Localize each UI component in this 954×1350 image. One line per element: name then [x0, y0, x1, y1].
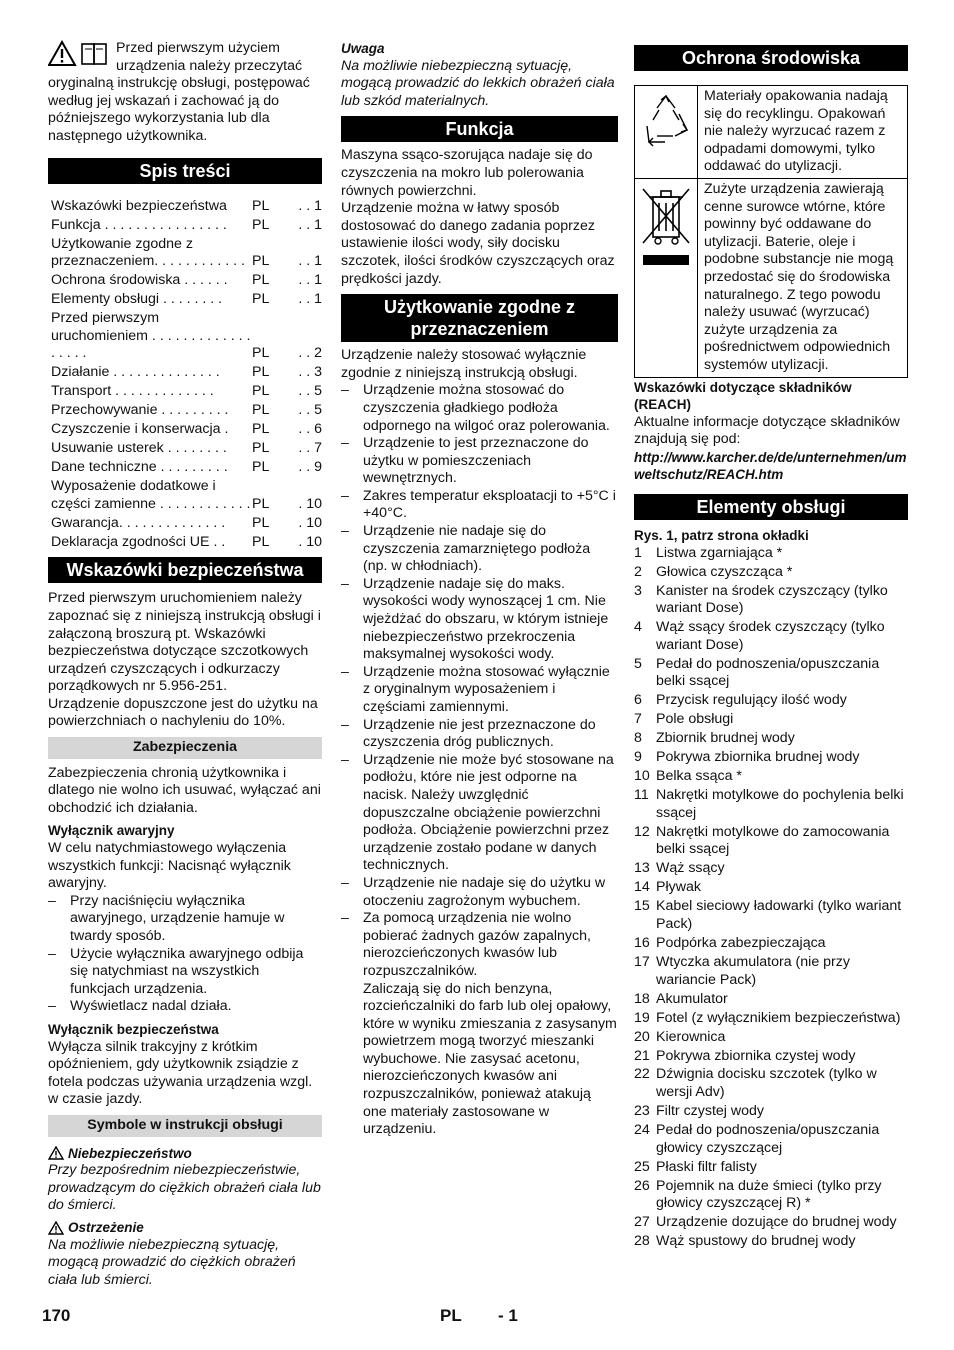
control-item-number: 5 [634, 655, 642, 672]
environment-row-recycling [635, 86, 908, 179]
intended-use-item-text: Urządzenie można stosować do czyszczenia gładkiego podłoża odpornego na wilgoć oraz polerowania. [363, 382, 610, 434]
control-item-number: 14 [634, 879, 650, 896]
dash-bullet: – [341, 382, 349, 399]
control-item [634, 824, 908, 859]
warning-manual-icon [48, 40, 112, 68]
control-item-number: 3 [634, 582, 642, 599]
toc-entry[interactable] [48, 236, 322, 271]
protection-text: Zabezpieczenia chronią użytkownika i dlatego nie wolno ich usuwać, wyłączać ani obchodzić ich działania. [48, 764, 321, 816]
emergency-stop-list [48, 893, 322, 1016]
toc-entry-page: . . 3 [298, 364, 322, 381]
control-item [634, 860, 908, 878]
caution-label: Uwaga [341, 41, 385, 56]
warning-triangle-icon [48, 1146, 64, 1160]
intro-block [48, 40, 322, 146]
intended-use-item [341, 488, 618, 523]
control-item-label: Pokrywa zbiornika brudnej wody [656, 749, 860, 766]
environment-table [634, 85, 908, 378]
control-item-number: 16 [634, 934, 650, 951]
column-middle [341, 40, 618, 1139]
control-item-label: Wąż ssący środek czyszczący (tylko wariant Dose) [656, 619, 885, 653]
control-item [634, 1159, 908, 1177]
control-item-number: 25 [634, 1158, 650, 1175]
control-item-label: Pływak [656, 879, 701, 896]
control-item-label: Wtyczka akumulatora (nie przy wariancie Pack) [656, 953, 850, 988]
toc-entry[interactable] [48, 310, 322, 363]
control-item-label: Nakrętki motylkowe do zamocowania belki ssącej [656, 823, 890, 858]
control-item-label: Fotel (z wyłącznikiem bezpieczeństwa) [656, 1009, 901, 1026]
toc-entry-page: . . 2 [298, 345, 322, 362]
emergency-stop-item-text: Wyświetlacz nadal działa. [70, 998, 232, 1015]
intended-use-list [341, 382, 618, 980]
table-of-contents [48, 198, 322, 552]
toc-entry-language: PL [252, 514, 270, 531]
control-item-number: 2 [634, 563, 642, 580]
function-heading: Funkcja [341, 116, 618, 142]
symbols-heading: Symbole w instrukcji obsługi [48, 1115, 322, 1137]
emergency-stop-heading: Wyłącznik awaryjny [48, 823, 175, 839]
control-item-number: 17 [634, 953, 650, 970]
intended-use-item [341, 875, 618, 910]
intended-use-item [341, 752, 618, 875]
toc-entry-language: PL [252, 345, 270, 362]
column-left [48, 40, 322, 1289]
intended-use-item [341, 435, 618, 488]
control-item [634, 1178, 908, 1213]
intended-use-extra: Zaliczają się do nich benzyna, rozcieńczalniki do farb lub olej opałowy, które w wyniku zmieszania z zasysanym powietrzem mogą tworzyć mieszanki wybuchowe. Nie zasysać acetonu, nierozcieńczonych kwasów ani rozpuszczalników, ponieważ atakują one materiały zastosowane w urządzeniu. [363, 980, 617, 1138]
toc-entry-language: PL [252, 383, 270, 400]
dash-bullet: – [48, 998, 56, 1015]
toc-entry[interactable] [48, 272, 322, 290]
intended-use-item [341, 910, 618, 980]
toc-entry-language: PL [252, 459, 270, 476]
warning-text: Na możliwie niebezpieczną sytuację, mogącą prowadzić do ciężkich obrażeń ciała lub śmierci. [48, 1236, 296, 1288]
control-item-label: Belka ssąca * [656, 768, 742, 785]
control-item-label: Kanister na środek czyszczący (tylko wariant Dose) [656, 582, 888, 617]
control-item-number: 27 [634, 1214, 650, 1231]
dash-bullet: – [341, 716, 349, 733]
intended-use-item-text: Urządzenie nie nadaje się do czyszczenia zamarzniętego podłoża (np. w chłodniach). [363, 523, 591, 575]
reach-heading: Wskazówki dotyczące składników (REACH) [634, 379, 852, 413]
toc-entry[interactable] [48, 364, 322, 382]
intro-text: Przed pierwszym użyciem urządzenia należy przeczytać oryginalną instrukcję obsługi, postępować według jej wskazań i zachować ją do późniejszego wykorzystania lub dla następnego użytkownika. [48, 40, 310, 144]
control-item [634, 898, 908, 933]
control-item [634, 879, 908, 897]
intended-use-item [341, 717, 618, 752]
control-item-label: Urządzenie dozujące do brudnej wody [656, 1214, 897, 1231]
control-item [634, 619, 908, 654]
seat-switch-heading: Wyłącznik bezpieczeństwa [48, 1021, 219, 1037]
toc-entry-language: PL [252, 253, 270, 270]
toc-entry-title: Transport . . . . . . . . . . . . . [51, 383, 214, 400]
intended-use-item-text: Urządzenie nadaje się do maks. wysokości wody wynoszącej 1 cm. Nie wjeżdżać do obszaru, w którym istnieje niebezpieczeństwo przekroczenia maksymalnej wysokości wody. [363, 575, 609, 663]
controls-list [634, 545, 908, 1251]
dash-bullet: – [341, 751, 349, 768]
crossed-bin-icon-cell [635, 178, 698, 377]
dash-bullet: – [341, 487, 349, 504]
toc-entry-page: . 10 [298, 495, 322, 512]
control-item [634, 564, 908, 582]
protection-heading: Zabezpieczenia [48, 737, 322, 759]
toc-entry-title: Działanie . . . . . . . . . . . . . . [51, 364, 220, 381]
control-item-number: 9 [634, 749, 642, 766]
function-paragraph-2: Urządzenie można w łatwy sposób dostosować do danego zadania poprzez ustawienie ilości wody, siły docisku szczotek, ilości środków czyszczących oraz prędkości jazdy. [341, 200, 615, 287]
environment-heading: Ochrona środowiska [634, 45, 908, 71]
emergency-stop-item-text: Przy naciśnięciu wyłącznika awaryjnego, urządzenie hamuje w twardy sposób. [70, 892, 285, 944]
controls-figure-reference: Rys. 1, patrz strona okładki [634, 528, 809, 544]
intended-use-item-text: Zakres temperatur eksploatacji to +5°C i +40°C. [363, 487, 616, 522]
toc-entry[interactable] [48, 402, 322, 420]
toc-entry[interactable] [48, 198, 322, 216]
control-item [634, 749, 908, 767]
intended-use-item [341, 664, 618, 717]
toc-entry-page: . 10 [298, 514, 322, 531]
toc-entry-page: . . 1 [298, 272, 322, 289]
control-item-label: Wąż ssący [656, 860, 725, 877]
control-item [634, 583, 908, 618]
toc-entry-title: Usuwanie usterek . . . . . . . . [51, 440, 227, 457]
toc-entry-language: PL [252, 272, 270, 289]
control-item-number: 28 [634, 1233, 650, 1250]
control-item-label: Kierownica [656, 1028, 726, 1045]
intended-use-item [341, 523, 618, 576]
crossed-bin-icon [639, 183, 693, 269]
toc-entry-title: Czyszczenie i konserwacja . [51, 421, 229, 438]
control-item-number: 11 [634, 787, 649, 804]
control-item-label: Pedał do podnoszenia/opuszczania głowicy czyszczącej [656, 1122, 880, 1156]
warning-label-row [48, 1219, 322, 1237]
control-item [634, 711, 908, 729]
environment-text-disposal: Zużyte urządzenia zawierają cenne surowce wtórne, które powinny być oddawane do utylizacji. Baterie, oleje i podobne substancje nie mogą przedostać się do środowiska naturalnego. Z tego powodu należy usuwać (wyrzucać) zużyte urządzenia za pośrednictwem odpowiednich systemów utylizacji. [698, 178, 908, 377]
toc-entry-page: . . 1 [298, 197, 322, 214]
control-item-label: Pokrywa zbiornika czystej wody [656, 1047, 856, 1064]
toc-entry-title: Wskazówki bezpieczeństwa [51, 197, 227, 214]
emergency-stop-item-text: Użycie wyłącznika awaryjnego odbija się natychmiast na wszystkich funkcjach urządzenia. [70, 945, 304, 997]
reach-link[interactable]: http://www.karcher.de/de/unternehmen/umweltschutz/REACH.htm [634, 449, 907, 483]
control-item [634, 954, 908, 989]
footer-language: PL [440, 1306, 462, 1325]
control-item-label: Dźwignia docisku szczotek (tylko w wersji Adv) [656, 1066, 877, 1101]
toc-entry[interactable] [48, 534, 322, 552]
toc-entry-page: . . 1 [298, 216, 322, 233]
toc-entry-page: . . 1 [298, 253, 322, 270]
control-item-label: Pole obsługi [656, 711, 734, 728]
toc-entry-title: Dane techniczne . . . . . . . . . [51, 459, 228, 476]
control-item-label: Zbiornik brudnej wody [656, 730, 795, 747]
intended-use-item-text: Urządzenie nie nadaje się do użytku w otoczeniu zagrożonym wybuchem. [363, 874, 606, 909]
toc-entry-language: PL [252, 291, 270, 308]
intended-use-item [341, 576, 618, 664]
toc-entry-title: Wyposażenie dodatkowe i części zamienne . . . . . . . . . . . . [51, 478, 251, 512]
intended-use-item-text: Urządzenie nie jest przeznaczone do czyszczenia dróg publicznych. [363, 716, 596, 751]
control-item [634, 787, 908, 822]
control-item-label: Akumulator [656, 990, 728, 1007]
toc-entry-page: . . 5 [298, 402, 322, 419]
control-item-number: 18 [634, 990, 650, 1007]
toc-entry-page: . 10 [298, 533, 322, 550]
toc-entry-language: PL [252, 402, 270, 419]
control-item [634, 1029, 908, 1047]
control-item [634, 1122, 908, 1157]
dash-bullet: – [341, 575, 349, 592]
recycle-icon-cell [635, 86, 698, 179]
control-item-number: 22 [634, 1066, 650, 1083]
toc-entry[interactable] [48, 459, 322, 477]
control-item-label: Przycisk regulujący ilość wody [656, 692, 847, 709]
toc-entry[interactable] [48, 515, 322, 533]
toc-entry[interactable] [48, 440, 322, 458]
dash-bullet: – [341, 663, 349, 680]
toc-entry-language: PL [252, 495, 270, 512]
control-item-label: Płaski filtr falisty [656, 1158, 757, 1175]
dash-bullet: – [341, 910, 349, 927]
control-item [634, 991, 908, 1009]
toc-entry-page: . . 9 [298, 459, 322, 476]
dash-bullet: – [341, 874, 349, 891]
toc-entry-page: . . 7 [298, 440, 322, 457]
dash-bullet: – [48, 892, 56, 909]
control-item-number: 24 [634, 1122, 650, 1139]
control-item-number: 12 [634, 823, 650, 840]
toc-entry-language: PL [252, 364, 270, 381]
control-item [634, 656, 908, 691]
controls-heading: Elementy obsługi [634, 494, 908, 520]
control-item [634, 1010, 908, 1028]
toc-entry-page: . . 6 [298, 421, 322, 438]
control-item [634, 545, 908, 563]
dash-bullet: – [48, 945, 56, 962]
emergency-stop-item [48, 998, 322, 1016]
control-item-label: Wąż spustowy do brudnej wody [656, 1233, 856, 1250]
control-item-number: 20 [634, 1028, 650, 1045]
control-item-label: Listwa zgarniająca * [656, 544, 783, 561]
toc-entry-language: PL [252, 216, 270, 233]
control-item-label: Głowica czyszcząca * [656, 563, 793, 580]
toc-entry[interactable] [48, 478, 322, 513]
control-item-label: Nakrętki motylkowe do pochylenia belki ssącej [656, 787, 904, 821]
seat-switch-text: Wyłącza silnik trakcyjny z krótkim opóźnieniem, gdy użytkownik zsiądzie z fotela podczas używania urządzenia wzgl. w czasie jazdy. [48, 1038, 313, 1108]
dash-bullet: – [341, 435, 349, 452]
control-item-number: 21 [634, 1047, 650, 1064]
toc-entry-title: Funkcja . . . . . . . . . . . . . . . . [51, 216, 227, 233]
control-item-number: 6 [634, 692, 642, 709]
toc-entry-page: . . 5 [298, 383, 322, 400]
control-item-number: 4 [634, 619, 642, 636]
toc-entry-title: Użytkowanie zgodne z przeznaczeniem. . . . . . . . . . . . [51, 235, 245, 270]
toc-entry-title: Ochrona środowiska . . . . . . [51, 272, 228, 289]
recycle-icon [639, 90, 693, 154]
control-item-label: Filtr czystej wody [656, 1103, 764, 1120]
intro-icons [48, 40, 114, 70]
toc-entry-title: Gwarancja. . . . . . . . . . . . . . [51, 514, 226, 531]
toc-entry[interactable] [48, 291, 322, 309]
control-item-number: 10 [634, 768, 650, 785]
toc-entry-title: Przechowywanie . . . . . . . . . [51, 402, 229, 419]
toc-entry[interactable] [48, 383, 322, 401]
control-item [634, 1233, 908, 1251]
control-item-number: 15 [634, 898, 650, 915]
danger-label: Niebezpieczeństwo [68, 1145, 192, 1161]
caution-text: Na możliwie niebezpieczną sytuację, mogącą prowadzić do lekkich obrażeń ciała lub szkód materialnych. [341, 57, 615, 109]
toc-entry-language: PL [252, 421, 270, 438]
intended-use-intro: Urządzenie należy stosować wyłącznie zgodnie z niniejszą instrukcją obsługi. [341, 347, 587, 381]
control-item-number: 13 [634, 860, 650, 877]
toc-entry-page: . . 1 [298, 291, 322, 308]
safety-heading: Wskazówki bezpieczeństwa [48, 557, 322, 583]
column-right [634, 40, 908, 1252]
control-item [634, 1066, 908, 1101]
control-item-label: Kabel sieciowy ładowarki (tylko wariant Pack) [656, 898, 902, 932]
control-item-label: Podpórka zabezpieczająca [656, 934, 826, 951]
toc-heading: Spis treści [48, 158, 322, 184]
control-item [634, 730, 908, 748]
environment-text-recycling: Materiały opakowania nadają się do recyklingu. Opakowań nie należy wyrzucać razem z odpadami domowymi, tylko oddawać do utylizacji. [698, 86, 908, 179]
toc-entry-title: Deklaracja zgodności UE . . [51, 533, 226, 550]
warning-triangle-icon [48, 1221, 64, 1235]
warning-label: Ostrzeżenie [68, 1219, 144, 1235]
toc-entry-language: PL [252, 440, 270, 457]
control-item [634, 1214, 908, 1232]
intended-use-item-text: Urządzenie to jest przeznaczone do użytku w pomieszczeniach wewnętrznych. [363, 435, 589, 487]
control-item-number: 1 [634, 544, 642, 561]
danger-label-row [48, 1145, 322, 1163]
intended-use-heading: Użytkowanie zgodne z przeznaczeniem [341, 294, 618, 342]
toc-entry[interactable] [48, 421, 322, 439]
control-item-number: 8 [634, 730, 642, 747]
emergency-stop-item [48, 946, 322, 999]
dash-bullet: – [341, 523, 349, 540]
intended-use-item-text: Urządzenie można stosować wyłącznie z oryginalnym wyposażeniem i częściami zamiennymi. [363, 663, 610, 715]
control-item-number: 26 [634, 1177, 650, 1194]
toc-entry-language: PL [252, 197, 270, 214]
control-item [634, 692, 908, 710]
control-item [634, 1048, 908, 1066]
toc-entry-language: PL [252, 533, 270, 550]
toc-entry[interactable] [48, 217, 322, 235]
emergency-stop-text: W celu natychmiastowego wyłączenia wszystkich funkcji: Nacisnąć wyłącznik awaryjny. [48, 840, 291, 892]
emergency-stop-item [48, 893, 322, 946]
safety-paragraph-2: Urządzenie dopuszczone jest do użytku na powierzchniach o nachyleniu do 10%. [48, 695, 318, 730]
function-paragraph-1: Maszyna ssąco-szorująca nadaje się do czyszczenia na mokro lub polerowania równych powierzchni. [341, 147, 593, 199]
control-item-number: 23 [634, 1103, 650, 1120]
control-item [634, 935, 908, 953]
control-item-label: Pedał do podnoszenia/opuszczania belki ssącej [656, 655, 880, 690]
toc-entry-title: Elementy obsługi . . . . . . . . [51, 291, 223, 308]
control-item-number: 7 [634, 711, 642, 728]
intended-use-item-text: Urządzenie nie może być stosowane na podłożu, które nie jest odporne na nacisk. Należy uwzględnić dopuszczalne obciążenie powierzchni podłoża. Obciążenie powierzchni przez urządzenie zostało podane w danych technicznych. [363, 751, 614, 874]
control-item [634, 1103, 908, 1121]
reach-text: Aktualne informacje dotyczące składników znajdują się pod: [634, 413, 900, 448]
intended-use-item [341, 382, 618, 435]
page-number: 170 [42, 1306, 71, 1325]
intended-use-item-text: Za pomocą urządzenia nie wolno pobierać żadnych gazów zapalnych, nierozcieńczonych kwasów lub rozpuszczalników. [363, 910, 591, 979]
control-item-number: 19 [634, 1009, 650, 1026]
footer-subpage: - 1 [498, 1306, 518, 1325]
toc-entry-title: Przed pierwszym uruchomieniem . . . . . . . . . . . . . . . . . . [51, 310, 251, 362]
control-item-label: Pojemnik na duże śmieci (tylko przy głowicy czyszczącej R) * [656, 1177, 882, 1212]
control-item [634, 768, 908, 786]
danger-text: Przy bezpośrednim niebezpieczeństwie, prowadzącym do ciężkich obrażeń ciała lub do śmierci. [48, 1162, 321, 1214]
environment-row-disposal [635, 178, 908, 377]
safety-paragraph-1: Przed pierwszym uruchomieniem należy zapoznać się z niniejszą instrukcją obsługi i załączoną broszurą pt. Wskazówki bezpieczeństwa dotyczące szczotkowych urządzeń czyszczących i odkurzaczy porządkowych nr 5.956-251. [48, 590, 321, 695]
